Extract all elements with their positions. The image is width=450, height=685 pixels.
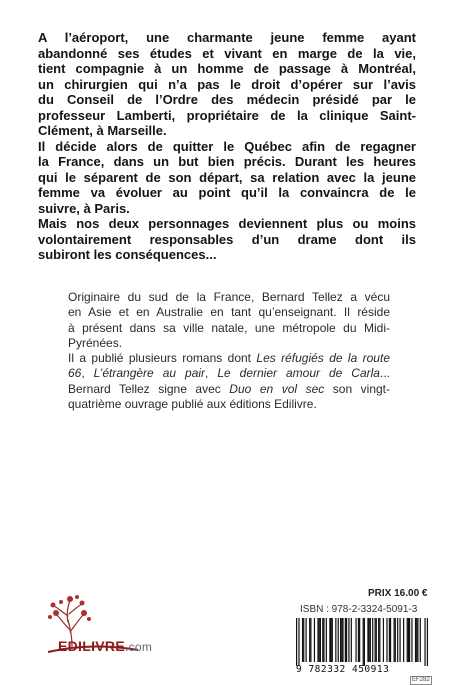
barcode-bar — [389, 618, 390, 662]
barcode-bar — [399, 618, 400, 662]
barcode-bar — [346, 618, 347, 662]
barcode-bar — [403, 618, 404, 662]
bio-line: Originaire du sud de la France, Bernard Tellez a vécu — [68, 290, 390, 304]
barcode-bar — [322, 618, 323, 662]
barcode-bar — [378, 618, 379, 662]
barcode-bar — [379, 618, 380, 662]
bio-line: à présent dans sa ville natale, une métropole du Midi- — [68, 320, 390, 335]
barcode-bar — [314, 618, 315, 662]
barcode-bar — [309, 618, 310, 662]
barcode-bar — [374, 618, 375, 662]
barcode-bar — [367, 618, 368, 662]
text-line: la France, dans un but bien précis. Durant les heures — [38, 154, 416, 169]
text-line: volontairement responsables d’un drame dont ils — [38, 231, 416, 247]
barcode-bar — [386, 618, 387, 662]
text-line: A l’aéroport, une charmante jeune femme ayant — [38, 30, 416, 45]
author-bio — [68, 290, 390, 412]
barcode-bar — [424, 618, 425, 666]
book-title: 66 — [68, 366, 82, 381]
barcode-bar — [411, 618, 412, 662]
barcode-bar — [376, 618, 377, 662]
barcode-bar — [303, 618, 304, 662]
barcode-icon — [296, 618, 428, 668]
bio-line — [68, 382, 390, 397]
barcode-bar — [397, 618, 398, 662]
book-title: L’étrangère au pair — [93, 366, 206, 381]
publisher-logo-icon — [30, 588, 160, 668]
bio-line: en Asie et en Australie en tant qu’enseignant. Il réside — [68, 305, 390, 320]
text-line: du Conseil de l’Ordre des médecin présidé par le — [38, 92, 416, 107]
barcode-bar — [358, 618, 359, 662]
text-line: suivre, à Paris. — [38, 200, 130, 216]
barcode-bar — [317, 618, 318, 662]
barcode-bar — [370, 618, 371, 662]
barcode-bar — [395, 618, 396, 662]
isbn-label: ISBN : 978-2-3324-5091-3 — [300, 604, 418, 615]
book-title: Les réfugiés de la route — [256, 351, 390, 366]
text-line: Mais nos deux personnages deviennent plus ou moins — [38, 216, 416, 231]
text-line: qui le séparent de son départ, sa relation avec la jeune — [38, 169, 416, 185]
synopsis-paragraph-1 — [38, 30, 416, 139]
barcode-bar — [359, 618, 360, 662]
barcode-bar — [427, 618, 428, 666]
barcode-bar — [335, 618, 336, 662]
barcode-bar — [408, 618, 409, 662]
bio-line — [68, 351, 390, 366]
barcode-bar — [330, 618, 331, 662]
barcode-bar — [298, 618, 299, 666]
barcode-bar — [394, 618, 395, 662]
barcode-bar — [326, 618, 327, 662]
barcode-bar — [345, 618, 346, 662]
bio-text: son vingt- — [324, 381, 390, 396]
barcode-bar — [323, 618, 324, 662]
synopsis-paragraph-3 — [38, 216, 416, 263]
barcode-bar — [302, 618, 303, 662]
barcode-bar — [306, 618, 307, 662]
barcode-number: 9 782332 450913 — [296, 664, 390, 675]
barcode-bar — [351, 618, 352, 662]
text-line: Clément, à Marseille. — [38, 123, 167, 138]
barcode-bar — [332, 618, 333, 662]
barcode-bar — [319, 618, 320, 662]
text-line: un chirurgien qui n’a pas le droit d’opérer sur l’avis — [38, 76, 416, 92]
barcode-bar — [383, 618, 384, 662]
bio-text: , — [205, 366, 218, 381]
product-code: EF282 — [412, 677, 430, 683]
bio-line: Pyrénées. — [68, 335, 123, 350]
publisher-brand — [58, 638, 152, 654]
book-title: Le dernier amour de Carla — [217, 366, 380, 381]
barcode-bar — [341, 618, 342, 662]
bio-line — [68, 366, 390, 381]
text-line: tient compagnie à un homme de passage à Montréal, — [38, 61, 416, 76]
bio-line: quatrième ouvrage publié aux éditions Edilivre. — [68, 397, 317, 412]
bio-text: ... — [379, 366, 390, 381]
bio-text: Bernard Tellez signe avec — [68, 381, 230, 396]
barcode-bar — [409, 618, 410, 662]
barcode-bar — [363, 618, 364, 666]
synopsis-paragraph-2 — [38, 139, 416, 217]
price-label: PRIX 16.00 € — [368, 588, 428, 599]
barcode-bar — [415, 618, 416, 662]
bio-text: , — [81, 366, 94, 381]
text-line: professeur Lamberti, propriétaire de la clinique Saint- — [38, 107, 416, 123]
text-line: Il décide alors de quitter le Québec afin de regagner — [38, 138, 416, 154]
barcode-bar — [348, 618, 349, 662]
barcode-bar — [407, 618, 408, 662]
text-line: abandonné ses études et vivant en marge de la vie, — [38, 45, 416, 61]
barcode-bar — [355, 618, 356, 662]
text-line: subiront les conséquences... — [38, 247, 217, 262]
barcode-bar — [338, 618, 339, 662]
barcode-bar — [417, 618, 418, 662]
book-title: Duo en vol sec — [229, 381, 325, 396]
barcode-bar — [342, 618, 343, 662]
barcode-bar — [320, 618, 321, 662]
brand-name: EDILIVRE — [58, 638, 125, 654]
brand-suffix: .com — [124, 640, 153, 654]
barcode-bar — [390, 618, 391, 662]
barcode-bar — [364, 618, 365, 666]
barcode-bar — [296, 618, 297, 666]
text-line: femme va évoluer au point qu’il la convaincra de le — [38, 185, 416, 200]
bio-text: Il a publié plusieurs romans dont — [68, 351, 257, 366]
synopsis — [38, 30, 416, 263]
barcode-bar — [340, 618, 341, 662]
barcode-bar — [416, 618, 417, 662]
barcode-bar — [420, 618, 421, 662]
barcode-bar — [310, 618, 311, 662]
barcode-bar — [369, 618, 370, 662]
barcode-bar — [329, 618, 330, 662]
barcode-bar — [372, 618, 373, 662]
